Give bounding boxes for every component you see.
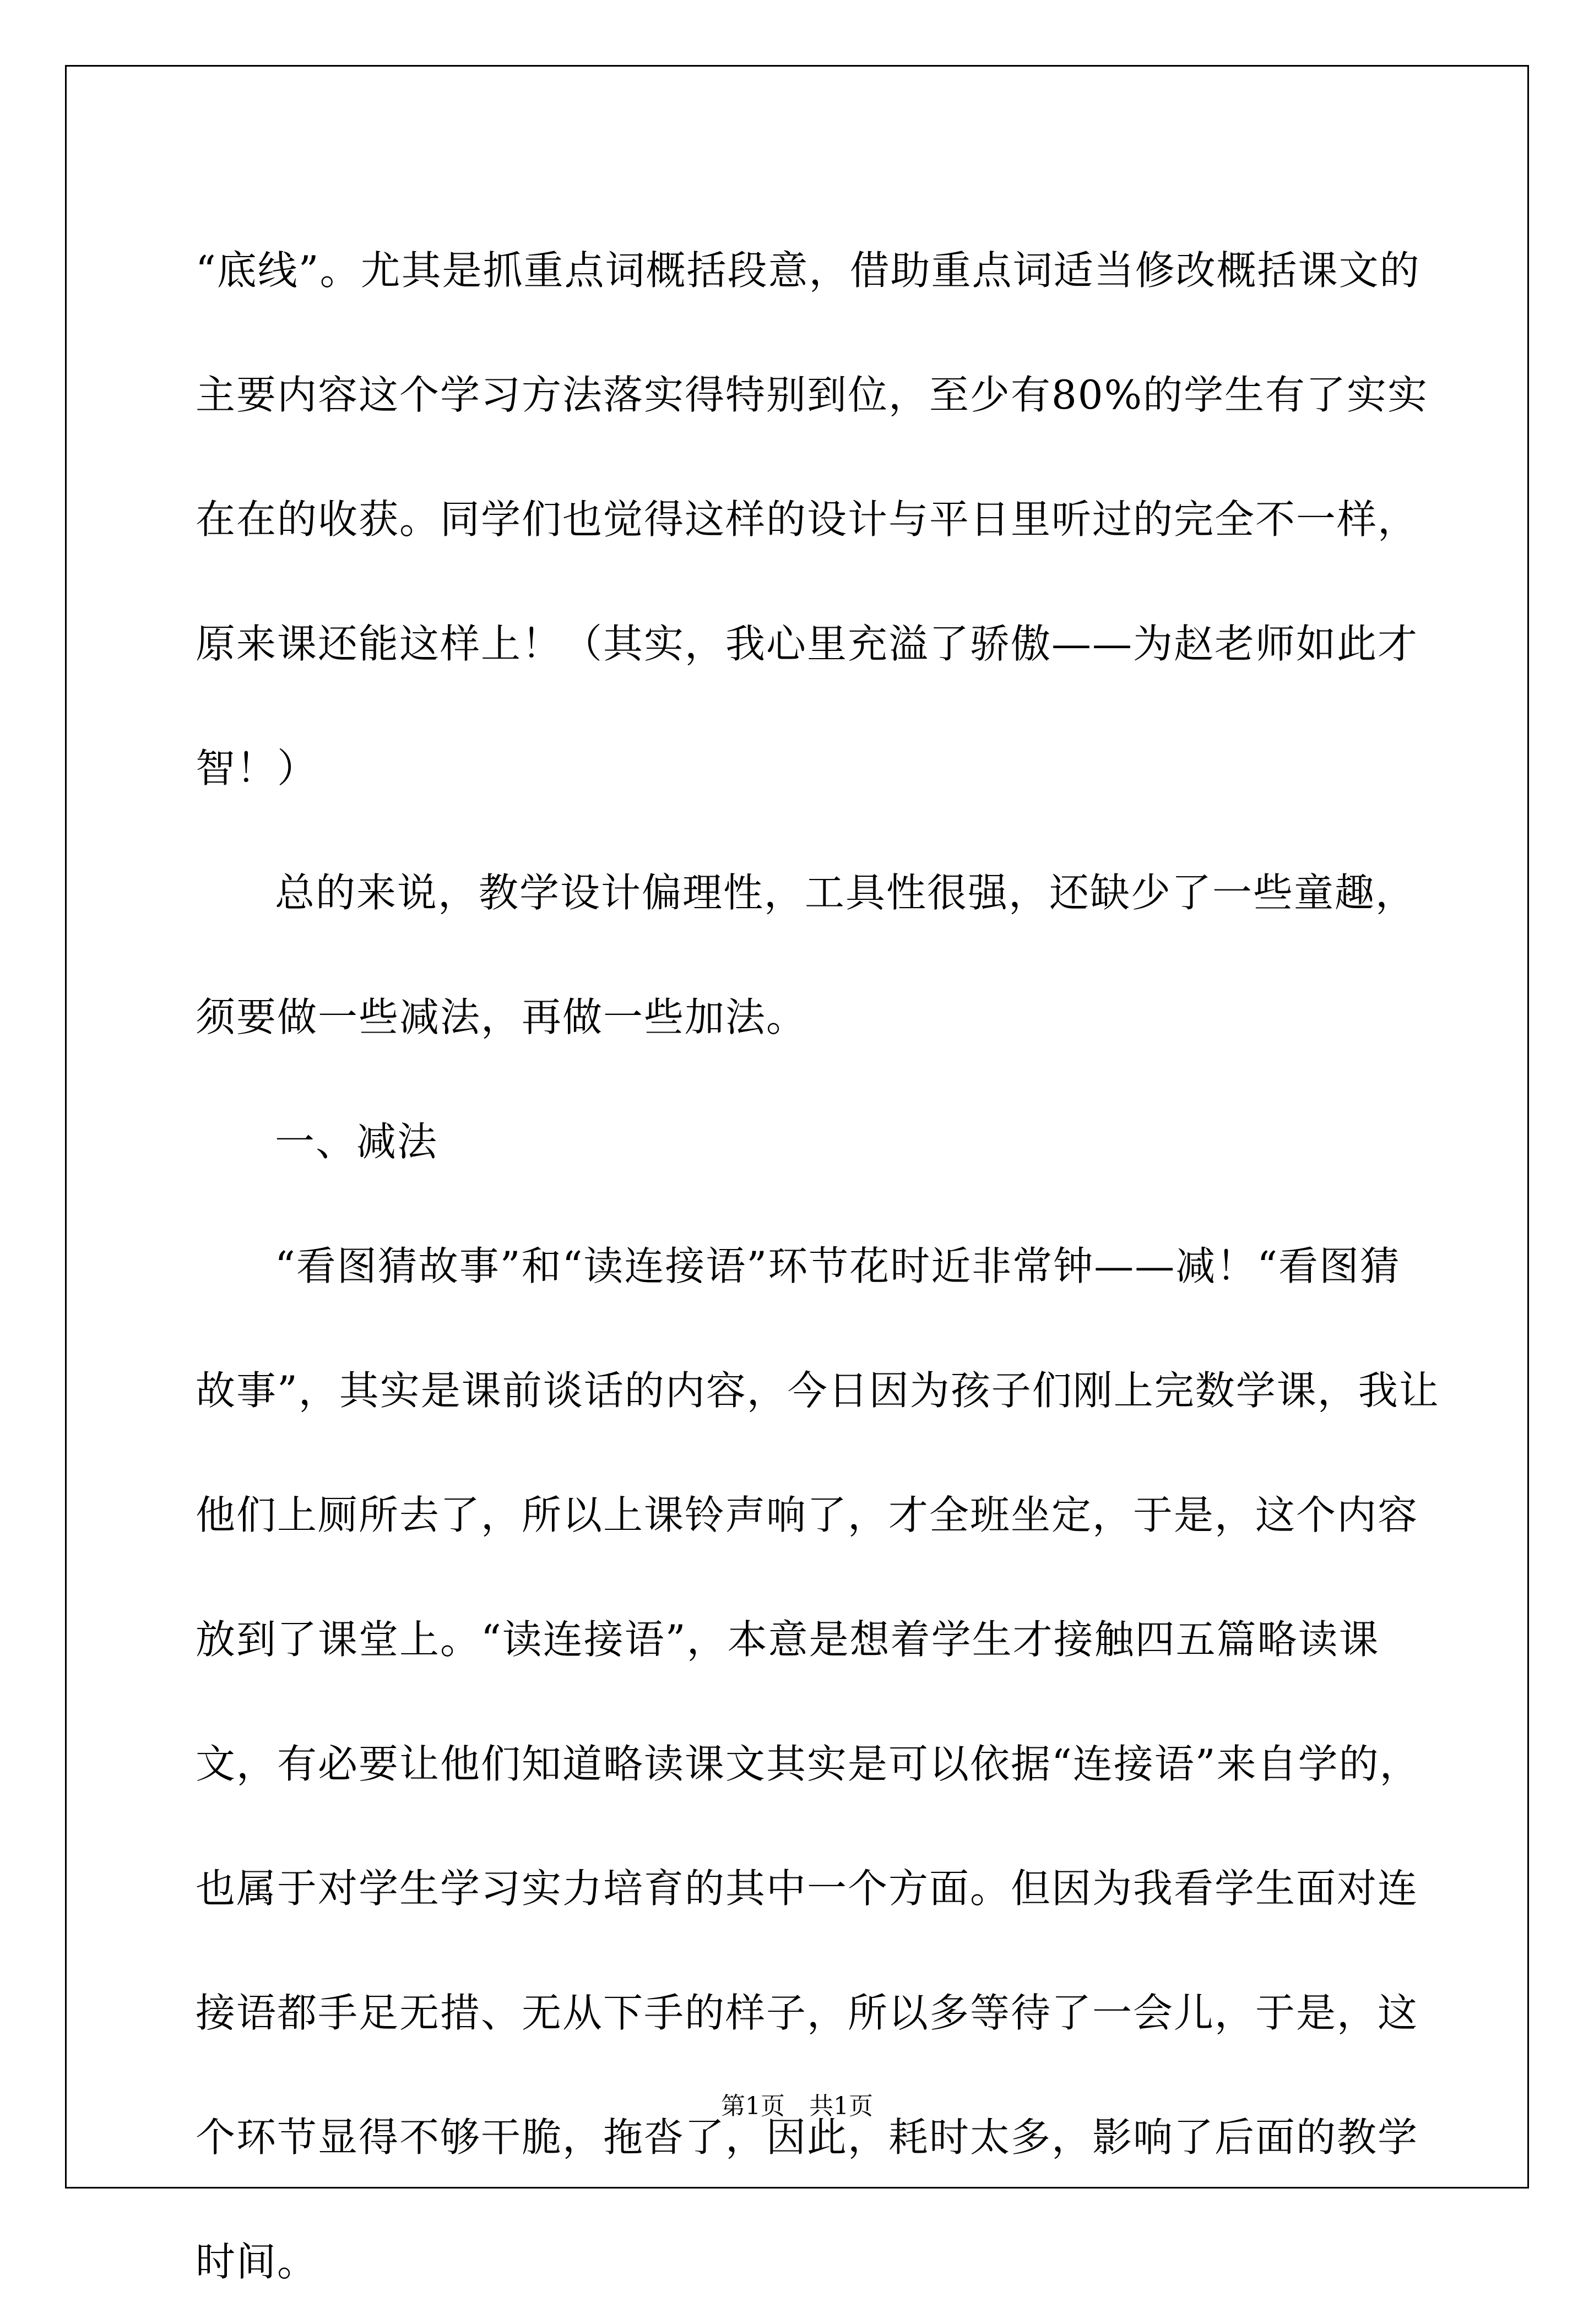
- page-footer: 第1页 共1页: [721, 2092, 873, 2120]
- document-body: [196, 208, 1440, 2324]
- paragraph-continued: “底线”。尤其是抓重点词概括段意，借助重点词适当修改概括课文的主要内容这个学习方法落实得特别到位，至少有80%的学生有了实实在在的收获。同学们也觉得这样的设计与平日里听过的完全不一样，原来课还能这样上！（其实，我心里充溢了骄傲——为赵老师如此才智！）: [196, 247, 1429, 791]
- paragraph-summary: 总的来说，教学设计偏理性，工具性很强，还缺少了一些童趣，须要做一些减法，再做一些加法。: [196, 870, 1417, 1040]
- section-heading-subtraction: 一、减法: [275, 1118, 438, 1165]
- paragraph-subtraction-detail: “看图猜故事”和“读连接语”环节花时近非常钟——减！“看图猜故事”，其实是课前谈话的内容，今日因为孩子们刚上完数学课，我让他们上厕所去了，所以上课铃声响了，才全班坐定，于是，这个内容放到了课堂上。“读连接语”，本意是想着学生才接触四五篇略读课文，有必要让他们知道略读课文其实是可以依据“连接语”来自学的，也属于对学生学习实力培育的其中一个方面。但因为我看学生面对连接语都手足无措、无从下手的样子，所以多等待了一会儿，于是，这个环节显得不够干脆，拖沓了，因此，耗时太多，影响了后面的教学时间。: [196, 1243, 1440, 2285]
